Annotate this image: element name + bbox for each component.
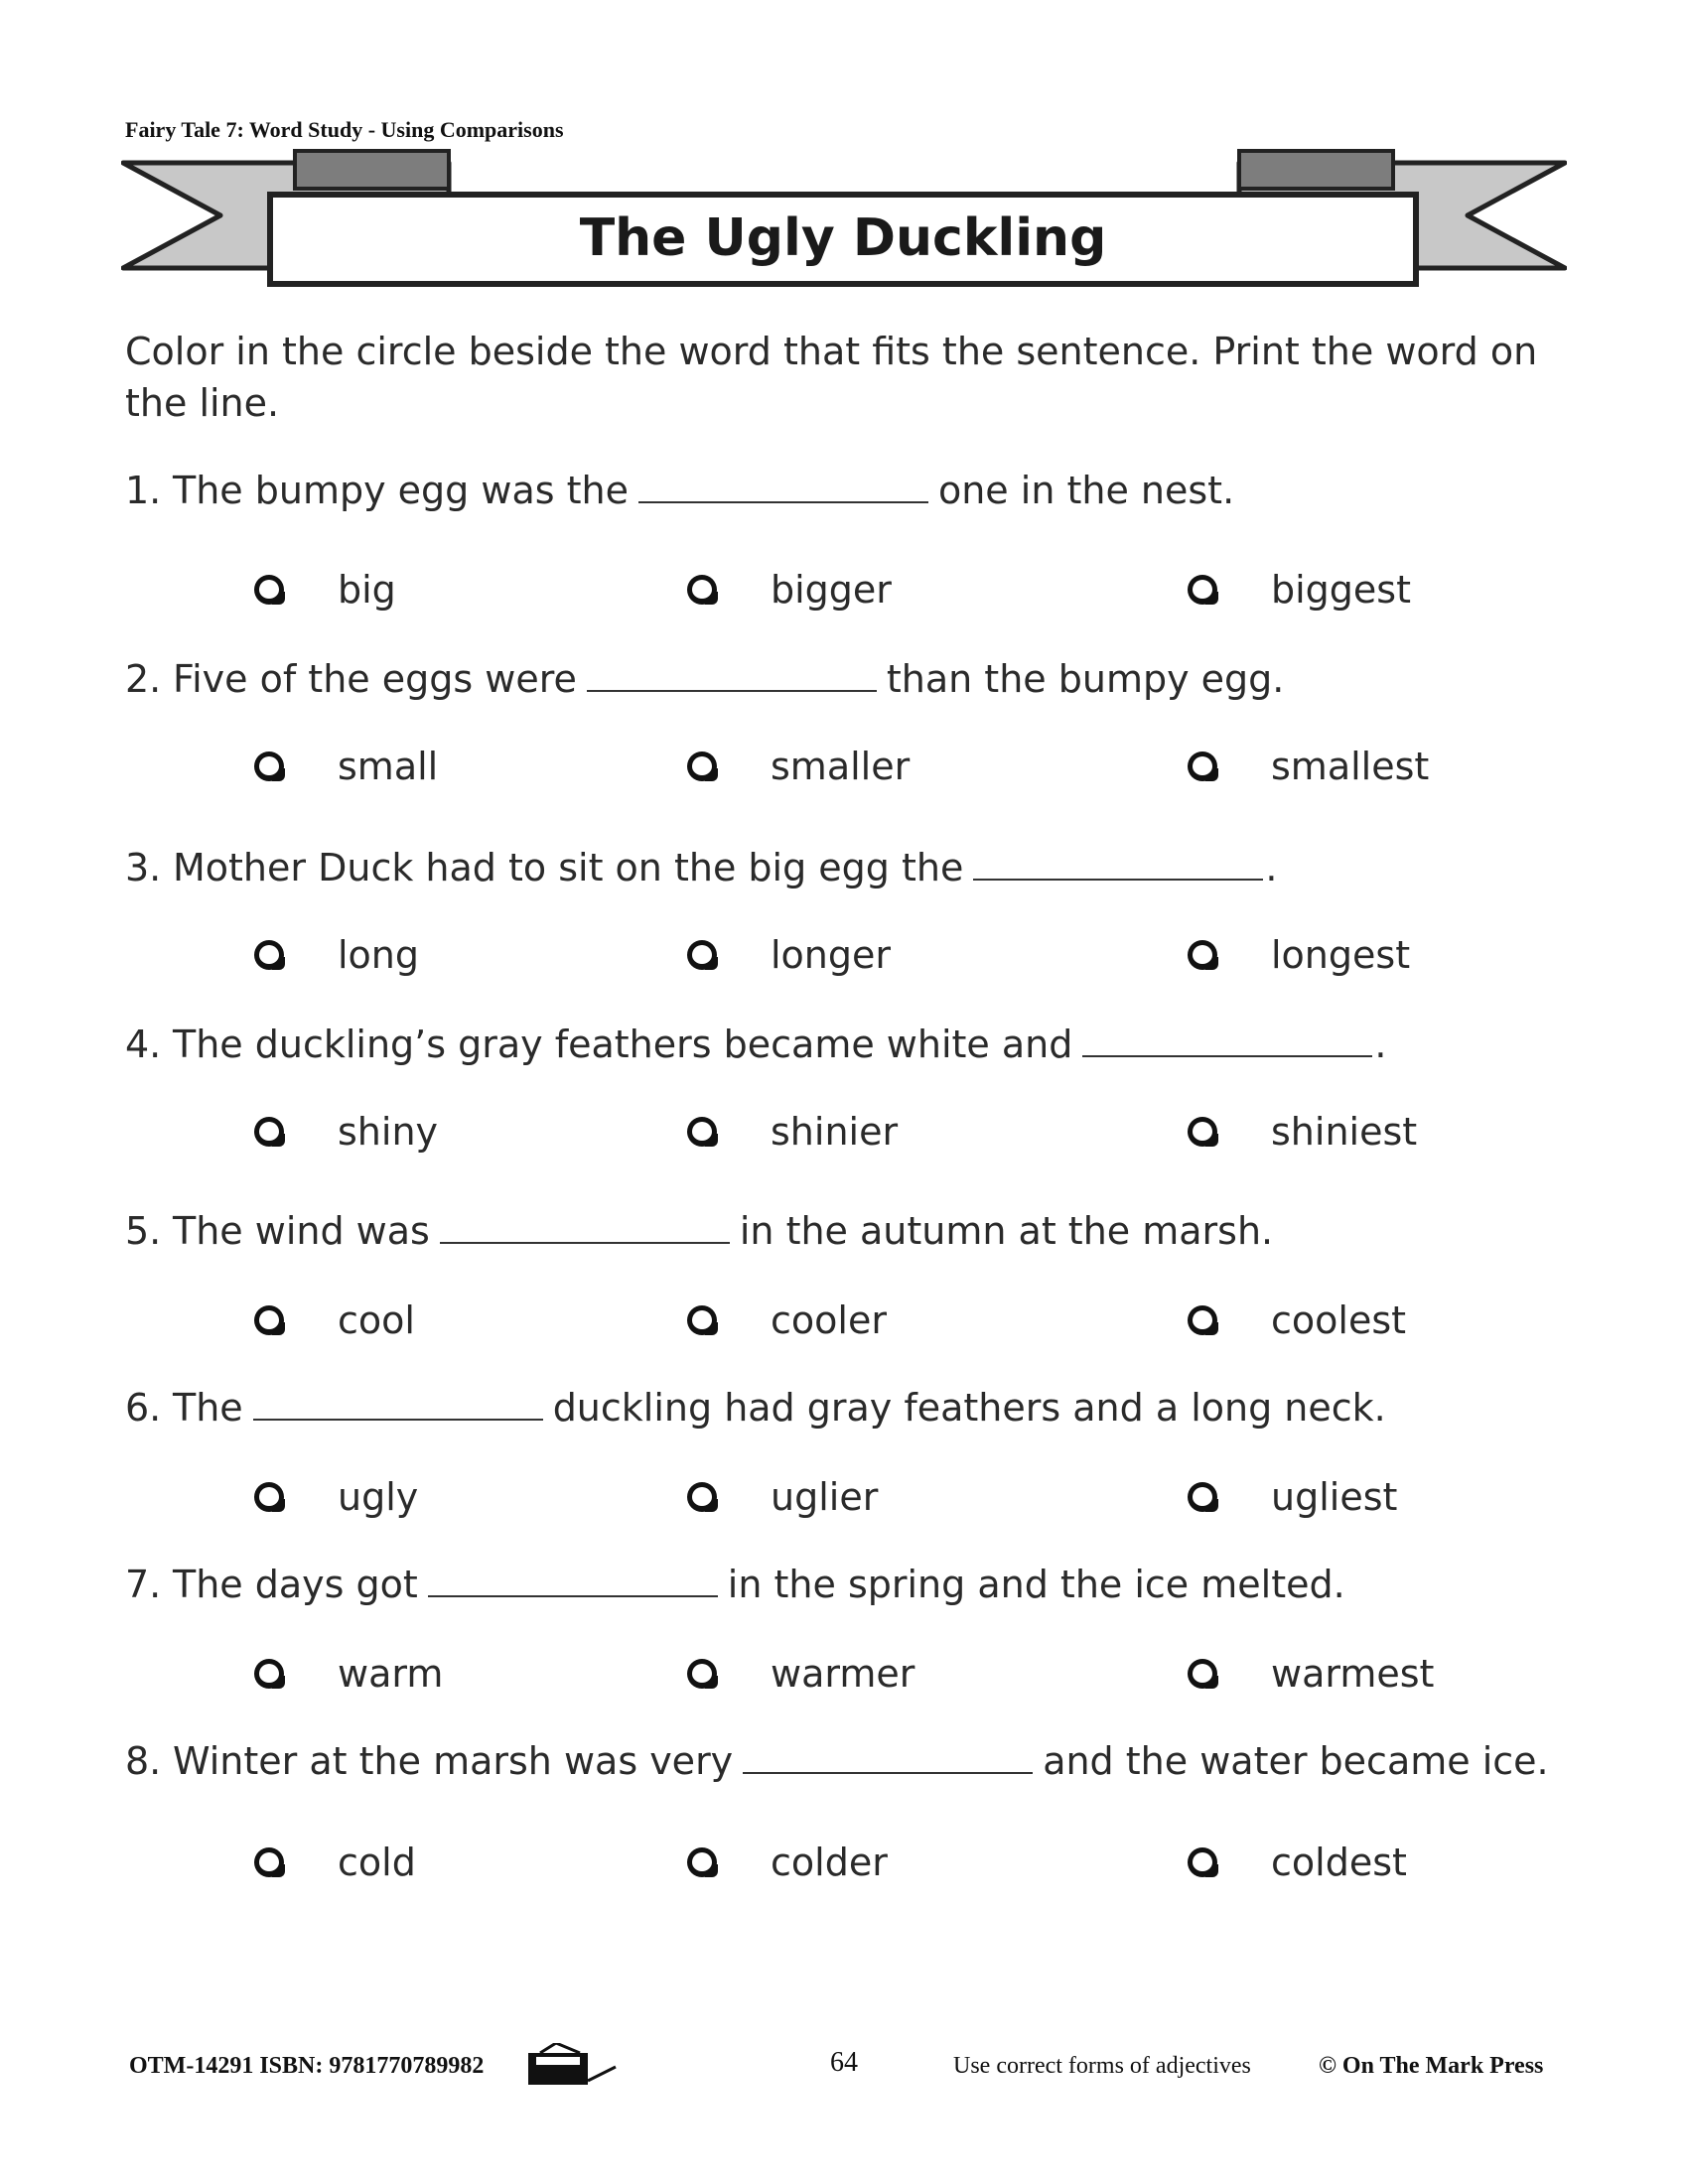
question-number: 5. <box>125 1209 162 1253</box>
answer-option[interactable] <box>687 1475 878 1519</box>
question-text-after: than the bumpy egg. <box>886 657 1285 701</box>
answer-option-label: longer <box>771 933 892 977</box>
answer-option-label: smaller <box>771 745 911 788</box>
answer-option[interactable] <box>254 1652 443 1696</box>
answer-circle-icon[interactable] <box>254 575 284 605</box>
answer-circle-icon[interactable] <box>687 940 717 970</box>
header-label: Fairy Tale 7: Word Study - Using Comparisons <box>125 117 564 142</box>
answer-option-label: cooler <box>771 1298 887 1342</box>
printer-icon <box>526 2043 626 2087</box>
answer-option[interactable] <box>1188 1110 1417 1154</box>
footer-code: OTM-14291 ISBN: 9781770789982 <box>129 2053 485 2079</box>
question-number: 4. <box>125 1023 162 1066</box>
answer-option-label: warm <box>338 1652 444 1696</box>
answer-circle-icon[interactable] <box>1188 1847 1217 1877</box>
answer-option[interactable] <box>1188 1841 1407 1884</box>
question-text-after: . <box>1374 1023 1387 1066</box>
answer-option-label: coolest <box>1271 1298 1407 1342</box>
answer-option[interactable] <box>687 1110 898 1154</box>
question-text-after: duckling had gray feathers and a long neck. <box>552 1386 1386 1430</box>
answer-option[interactable] <box>254 745 438 788</box>
answer-option[interactable] <box>687 1841 888 1884</box>
question-number: 7. <box>125 1563 162 1606</box>
answer-option-label: shinier <box>771 1110 899 1154</box>
answer-blank[interactable] <box>973 849 1263 881</box>
question-number: 3. <box>125 846 162 889</box>
answer-blank[interactable] <box>638 472 928 503</box>
page-number: 64 <box>830 2047 858 2078</box>
answer-blank[interactable] <box>440 1212 730 1244</box>
footer-topic: Use correct forms of adjectives <box>953 2053 1251 2079</box>
question-text-after: in the spring and the ice melted. <box>727 1563 1345 1606</box>
question-text-before: The bumpy egg was the <box>173 469 629 512</box>
question-text-after: one in the nest. <box>937 469 1235 512</box>
question-text-before: The duckling’s gray feathers became white and <box>173 1023 1073 1066</box>
answer-blank[interactable] <box>253 1389 543 1421</box>
question-text-before: Five of the eggs were <box>173 657 577 701</box>
answer-option-label: biggest <box>1271 568 1411 612</box>
answer-circle-icon[interactable] <box>687 1482 717 1512</box>
answer-circle-icon[interactable] <box>1188 1482 1217 1512</box>
answer-circle-icon[interactable] <box>254 751 284 781</box>
answer-option-label: uglier <box>771 1475 879 1519</box>
question-text-after: in the autumn at the marsh. <box>739 1209 1274 1253</box>
answer-circle-icon[interactable] <box>1188 1305 1217 1335</box>
instructions: Color in the circle beside the word that fits the sentence. Print the word on the line. <box>125 330 1538 425</box>
answer-blank[interactable] <box>743 1742 1033 1774</box>
question-text-before: Winter at the marsh was very <box>173 1739 734 1783</box>
answer-option[interactable] <box>1188 745 1429 788</box>
answer-option-label: shiniest <box>1271 1110 1418 1154</box>
answer-option-label: ugliest <box>1271 1475 1398 1519</box>
answer-circle-icon[interactable] <box>687 575 717 605</box>
answer-circle-icon[interactable] <box>1188 1117 1217 1147</box>
answer-blank[interactable] <box>428 1566 718 1597</box>
answer-option[interactable] <box>687 568 892 612</box>
answer-circle-icon[interactable] <box>687 1847 717 1877</box>
answer-option[interactable] <box>1188 1298 1406 1342</box>
answer-option[interactable] <box>254 1298 415 1342</box>
answer-circle-icon[interactable] <box>254 1482 284 1512</box>
footer-copyright: © On The Mark Press <box>1319 2053 1544 2079</box>
answer-option-label: cold <box>338 1841 416 1884</box>
question-7 <box>125 1563 1575 1606</box>
answer-option[interactable] <box>1188 568 1411 612</box>
answer-option[interactable] <box>687 1652 914 1696</box>
answer-circle-icon[interactable] <box>254 1305 284 1335</box>
answer-circle-icon[interactable] <box>254 1847 284 1877</box>
question-5 <box>125 1209 1575 1253</box>
answer-circle-icon[interactable] <box>1188 1659 1217 1689</box>
answer-option[interactable] <box>1188 933 1410 977</box>
answer-circle-icon[interactable] <box>254 1117 284 1147</box>
question-text-before: The wind was <box>173 1209 430 1253</box>
question-text-after: . <box>1265 846 1278 889</box>
answer-option-label: warmest <box>1271 1652 1435 1696</box>
answer-option[interactable] <box>254 933 419 977</box>
answer-blank[interactable] <box>1082 1025 1372 1057</box>
answer-option[interactable] <box>1188 1652 1434 1696</box>
answer-option[interactable] <box>254 1841 416 1884</box>
question-4 <box>125 1023 1575 1066</box>
answer-circle-icon[interactable] <box>687 1305 717 1335</box>
question-text-before: Mother Duck had to sit on the big egg the <box>173 846 964 889</box>
answer-circle-icon[interactable] <box>687 751 717 781</box>
question-number: 1. <box>125 469 162 512</box>
answer-blank[interactable] <box>587 660 877 692</box>
answer-option[interactable] <box>687 933 891 977</box>
answer-option-label: longest <box>1271 933 1411 977</box>
answer-circle-icon[interactable] <box>687 1117 717 1147</box>
question-8 <box>125 1739 1575 1783</box>
answer-option-label: coldest <box>1271 1841 1407 1884</box>
answer-option-label: big <box>338 568 396 612</box>
answer-circle-icon[interactable] <box>254 1659 284 1689</box>
question-number: 6. <box>125 1386 162 1430</box>
answer-option-label: smallest <box>1271 745 1430 788</box>
answer-option-label: colder <box>771 1841 888 1884</box>
answer-option[interactable] <box>687 745 910 788</box>
question-text-after: and the water became ice. <box>1043 1739 1549 1783</box>
answer-option[interactable] <box>254 1475 418 1519</box>
answer-option[interactable] <box>254 568 396 612</box>
question-number: 8. <box>125 1739 162 1783</box>
answer-option-label: bigger <box>771 568 892 612</box>
question-2 <box>125 657 1575 701</box>
question-text-before: The days got <box>173 1563 418 1606</box>
answer-option[interactable] <box>1188 1475 1397 1519</box>
answer-option-label: small <box>338 745 439 788</box>
answer-circle-icon[interactable] <box>254 940 284 970</box>
question-number: 2. <box>125 657 162 701</box>
answer-option-label: warmer <box>771 1652 915 1696</box>
answer-circle-icon[interactable] <box>1188 751 1217 781</box>
answer-circle-icon[interactable] <box>1188 575 1217 605</box>
answer-option-label: cool <box>338 1298 415 1342</box>
question-text-before: The <box>173 1386 243 1430</box>
answer-circle-icon[interactable] <box>1188 940 1217 970</box>
answer-option-label: shiny <box>338 1110 439 1154</box>
answer-option-label: long <box>338 933 420 977</box>
answer-option-label: ugly <box>338 1475 419 1519</box>
answer-circle-icon[interactable] <box>687 1659 717 1689</box>
question-3 <box>125 846 1575 889</box>
answer-option[interactable] <box>254 1110 438 1154</box>
answer-option[interactable] <box>687 1298 887 1342</box>
question-6 <box>125 1386 1575 1430</box>
question-1 <box>125 469 1575 512</box>
page-title: The Ugly Duckling <box>579 208 1107 268</box>
